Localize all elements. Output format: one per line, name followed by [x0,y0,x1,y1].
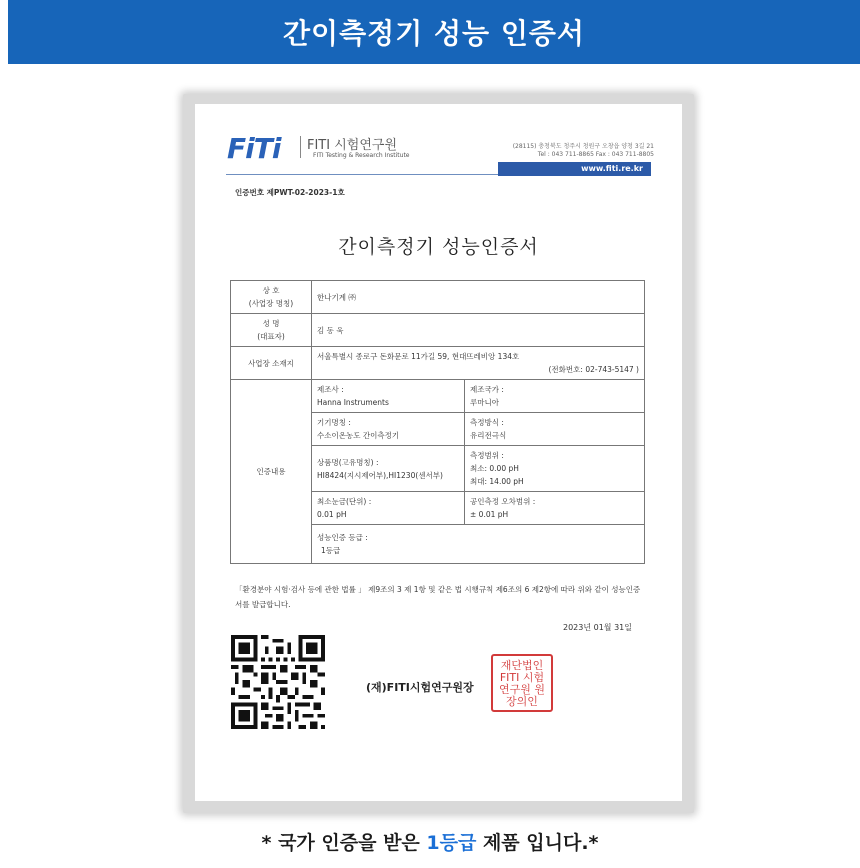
table-row [231,281,645,314]
country-cell: 제조국가 : 루마니아 [465,380,645,413]
cert-content-label: 인증내용 [231,380,312,564]
error-range-cell: 공인측정 오차범위 : ± 0.01 pH [465,492,645,525]
table-row [231,380,645,413]
table-row [231,314,645,347]
certificate-table [230,280,645,564]
logo-divider [300,136,301,158]
certificate-document [195,104,682,801]
table-row [231,347,645,380]
resolution-cell: 최소눈금(단위) : 0.01 pH [312,492,465,525]
qr-code-icon [231,635,325,729]
issuer-name: (재)FITI시험연구원장 [366,681,474,694]
banner-title: 간이측정기 성능 인증서 [283,17,585,50]
product-cell: 상품명(고유명칭) : HI8424(지시제어부),HI1230(센서부) [312,446,465,492]
method-cell: 측정방식 : 유리전극식 [465,413,645,446]
org-name-en: FITI Testing & Research Institute [313,152,410,159]
org-name-ko: FITI 시험연구원 [307,138,398,153]
range-cell: 측정범위 : 최소: 0.00 pH 최대: 14.00 pH [465,446,645,492]
location-phone: (전화번호: 02-743-5147 ) [548,365,639,374]
certificate-number: 인증번호 제PWT-02-2023-1호 [235,188,345,197]
bottom-note-highlight: 1등급 [426,832,477,854]
location-label: 사업장 소재지 [231,347,312,380]
issue-date: 2023년 01월 31일 [563,623,632,632]
fiti-logo: FiTi [227,132,281,165]
device-cell: 기기명칭 : 수소이온농도 간이측정기 [312,413,465,446]
header-banner [8,0,860,64]
letterhead-rule [226,174,498,175]
org-address: (28115) 충청북도 청주시 청원구 오창읍 양청 3길 21 [512,143,654,150]
grade-cell: 성능인증 등급 : 1등급 [312,525,645,564]
certificate-title: 간이측정기 성능인증서 [338,236,539,258]
org-contact: Tel : 043 711-8865 Fax : 043 711-8805 [537,151,654,158]
bottom-note-suffix: 제품 입니다.* [476,832,599,854]
manufacturer-cell: 제조사 : Hanna Instruments [312,380,465,413]
website-bar [498,162,651,176]
company-label: 상 호 (사업장 명칭) [231,281,312,314]
official-seal: 재단법인 FITI 시험연구원 원장의인 [491,654,553,712]
representative-value: 김 동 욱 [312,314,645,347]
company-value: 한나기계 ㈜ [312,281,645,314]
legal-footnote: 「환경분야 시험·검사 등에 관한 법률 」 제9조의 3 제 1항 및 같은 법 시행규칙 제6조의 6 제2항에 따라 위와 같이 성능인증서를 발급합니다. [235,585,641,609]
representative-label: 성 명 (대표자) [231,314,312,347]
bottom-note-prefix: * 국가 인증을 받은 [261,832,427,854]
website-url: www.fiti.re.kr [581,164,643,173]
location-value: 서울특별시 종로구 돈화문로 11가길 59, 현대뜨레비앙 134호 (전화번호: 02-743-5147 ) [312,347,645,380]
bottom-note [0,828,860,855]
